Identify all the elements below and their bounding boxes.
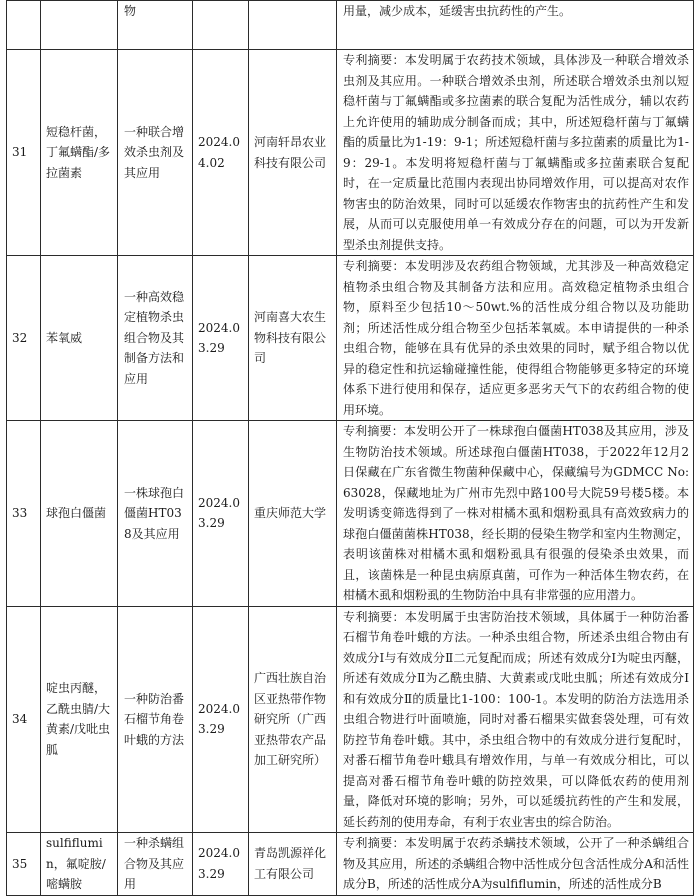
date-cell	[193, 1, 249, 50]
applicant-cell: 重庆师范大学	[249, 421, 337, 607]
title-cell: 物	[118, 1, 193, 50]
date-cell: 2024.03.29	[193, 833, 249, 896]
compound-cell: 苯氧威	[41, 256, 118, 421]
date-cell: 2024.03.29	[193, 421, 249, 607]
abstract-cell: 专利摘要：本发明涉及农药组合物领域，尤其涉及一种高效稳定植物杀虫组合物及其制备方法和应用。高效稳定植物杀虫组合物，原料至少包括10～50wt.%的活性成分组合物以及功能助剂；所述活性成分组合物至少包括苯氧威。本申请提供的一种杀虫组合物，能够在具有优异的杀虫效果的同时，赋予组合物以优异的稳定性和抗运输碰撞性能，使得组合物能够更多特定的环境体系下进行使用和保存，适应更多恶劣天气下的农药组合物的使用环境。	[337, 256, 694, 421]
compound-cell: sulfiflumin，氟啶胺/嘧螨胺	[41, 833, 118, 896]
table-row	[7, 1, 694, 50]
abstract-cell: 专利摘要：本发明属于农药技术领域，具体涉及一种联合增效杀虫剂及其应用。一种联合增效杀虫剂，所述联合增效杀虫剂以短稳杆菌与丁氟螨酯或多拉菌素的联合复配为活性成分，辅以农药上允许使用的辅助成分制备而成；其中，所述短稳杆菌与丁氟螨酯的质量比为1-19：9-1；所述短稳杆菌与多拉菌素的质量比为1-9：29-1。本发明将短稳杆菌与丁氟螨酯或多拉菌素联合复配时，在一定质量比范围内表现出协同增效作用，可以提高对农作物害虫的防治效果，同时可以延缓农作物害虫的抗药性产生和发展，从而可以克服使用单一有效成分存在的问题，可以为开发新型杀虫剂提供支持。	[337, 50, 694, 256]
table-row	[7, 606, 694, 833]
title-cell: 一种联合增效杀虫剂及其应用	[118, 50, 193, 256]
title-cell: 一株球孢白僵菌HT038及其应用	[118, 421, 193, 607]
title-cell: 一种杀螨组合物及其应用	[118, 833, 193, 896]
date-cell: 2024.04.02	[193, 50, 249, 256]
applicant-cell: 广西壮族自治区亚热带作物研究所（广西亚热带农产品加工研究所）	[249, 606, 337, 833]
abstract-cell: 专利摘要：本发明属于农药杀螨技术领域，公开了一种杀螨组合物及其应用，所述的杀螨组合物中活性成分包含活性成分A和活性成分B，所述的活性成分A为sulfiflumin，所述的活性成分B	[337, 833, 694, 896]
row-number: 31	[7, 50, 41, 256]
row-number	[7, 1, 41, 50]
compound-cell: 啶虫丙醚，乙酰虫腈/大黄素/戊吡虫胍	[41, 606, 118, 833]
row-number: 34	[7, 606, 41, 833]
applicant-cell: 河南喜大农生物科技有限公司	[249, 256, 337, 421]
date-cell: 2024.03.29	[193, 256, 249, 421]
row-number: 33	[7, 421, 41, 607]
title-cell: 一种防治番石榴节角卷叶蛾的方法	[118, 606, 193, 833]
title-cell: 一种高效稳定植物杀虫组合物及其制备方法和应用	[118, 256, 193, 421]
row-number: 35	[7, 833, 41, 896]
abstract-cell: 用量，减少成本，延缓害虫抗药性的产生。	[337, 1, 694, 50]
compound-cell	[41, 1, 118, 50]
applicant-cell: 河南轩昂农业科技有限公司	[249, 50, 337, 256]
table-row	[7, 421, 694, 607]
abstract-cell: 专利摘要：本发明公开了一株球孢白僵菌HT038及其应用，涉及生物防治技术领域。所述球孢白僵菌HT038，于2022年12月2日保藏在广东省微生物菌种保藏中心，保藏编号为GDMCC No: 63028，保藏地址为广州市先烈中路100号大院59号楼5楼。本发明诱变筛选得到了一株对柑橘木虱和烟粉虱具有高效致病力的球孢白僵菌菌株HT038，经长期的侵染生物学和室内生物测定，表明该菌株对柑橘木虱和烟粉虱具有很强的侵染杀虫效果，而且，该菌株是一种昆虫病原真菌，可作为一种活体生物农药，在柑橘木虱和烟粉虱的生物防治中具有非常强的应用潜力。	[337, 421, 694, 607]
applicant-cell	[249, 1, 337, 50]
row-number: 32	[7, 256, 41, 421]
date-cell: 2024.03.29	[193, 606, 249, 833]
abstract-cell: 专利摘要：本发明属于虫害防治技术领域，具体属于一种防治番石榴节角卷叶蛾的方法。一种杀虫组合物，所述杀虫组合物由有效成分Ⅰ与有效成分Ⅱ二元复配而成；所述有效成分Ⅰ为啶虫丙醚，所述有效成分Ⅱ为乙酰虫腈、大黄素或戊吡虫胍；所述有效成分Ⅰ和有效成分Ⅱ的质量比1-100：100-1。本发明的防治方法选用杀虫组合物进行叶面喷施，同时对番石榴果实做套袋处理，可有效防控节角卷叶蛾。其中，杀虫组合物中的有效成分进行复配时，对番石榴节角卷叶蛾具有增效作用，与单一有效成分相比，可以提高对番石榴节角卷叶蛾的防控效果，可以降低农药的使用剂量，降低对环境的影响；另外，可以延缓抗药性的产生和发展，延长药剂的使用寿命，有利于农业害虫的综合防治。	[337, 606, 694, 833]
patent-table	[6, 0, 694, 896]
compound-cell: 短稳杆菌，丁氟螨酯/多拉菌素	[41, 50, 118, 256]
table-row	[7, 833, 694, 896]
table-row	[7, 256, 694, 421]
compound-cell: 球孢白僵菌	[41, 421, 118, 607]
table-row	[7, 50, 694, 256]
applicant-cell: 青岛凯源祥化工有限公司	[249, 833, 337, 896]
